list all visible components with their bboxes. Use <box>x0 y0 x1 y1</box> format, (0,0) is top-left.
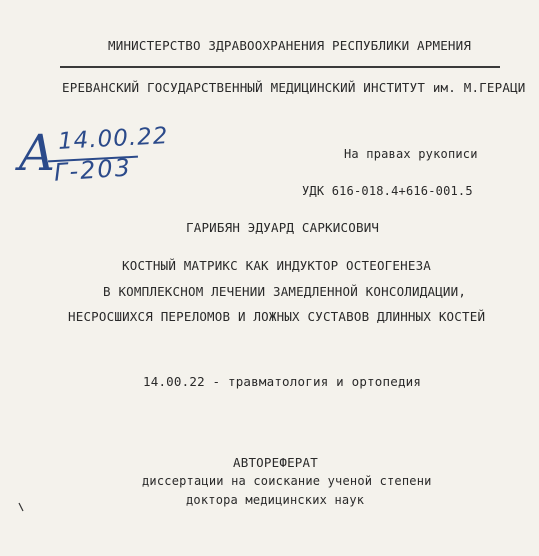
title-line-1: КОСТНЫЙ МАТРИКС КАК ИНДУКТОР ОСТЕОГЕНЕЗА <box>122 258 432 273</box>
dissertation-line-1: диссертации на соискание ученой степени <box>142 474 432 488</box>
library-stamp <box>18 122 178 202</box>
udk-code: УДК 616-018.4+616-001.5 <box>302 184 473 198</box>
ministry-heading: МИНИСТЕРСТВО ЗДРАВООХРАНЕНИЯ РЕСПУБЛИКИ АРМЕНИЯ <box>108 38 472 53</box>
title-line-3: НЕСРОСШИХСЯ ПЕРЕЛОМОВ И ЛОЖНЫХ СУСТАВОВ ДЛИННЫХ КОСТЕЙ <box>68 309 486 324</box>
pen-mark-icon <box>18 502 24 512</box>
title-line-2: В КОМПЛЕКСНОМ ЛЕЧЕНИИ ЗАМЕДЛЕННОЙ КОНСОЛИДАЦИИ, <box>103 284 467 299</box>
rights-note: На правах рукописи <box>344 147 478 161</box>
abstract-title: АВТОРЕФЕРАТ <box>233 455 318 470</box>
stamp-letter: А <box>18 124 56 182</box>
header-divider <box>60 66 500 68</box>
dissertation-line-2: доктора медицинских наук <box>186 493 365 507</box>
stamp-code-line2: Г-203 <box>53 153 133 187</box>
stamp-code-line1: 14.00.22 <box>57 123 170 155</box>
author-name: ГАРИБЯН ЭДУАРД САРКИСОВИЧ <box>186 220 380 235</box>
specialty-line: 14.00.22 - травматология и ортопедия <box>143 374 422 389</box>
institute-heading: ЕРЕВАНСКИЙ ГОСУДАРСТВЕННЫЙ МЕДИЦИНСКИЙ ИНСТИТУТ им. М.ГЕРАЦИ <box>62 80 526 95</box>
